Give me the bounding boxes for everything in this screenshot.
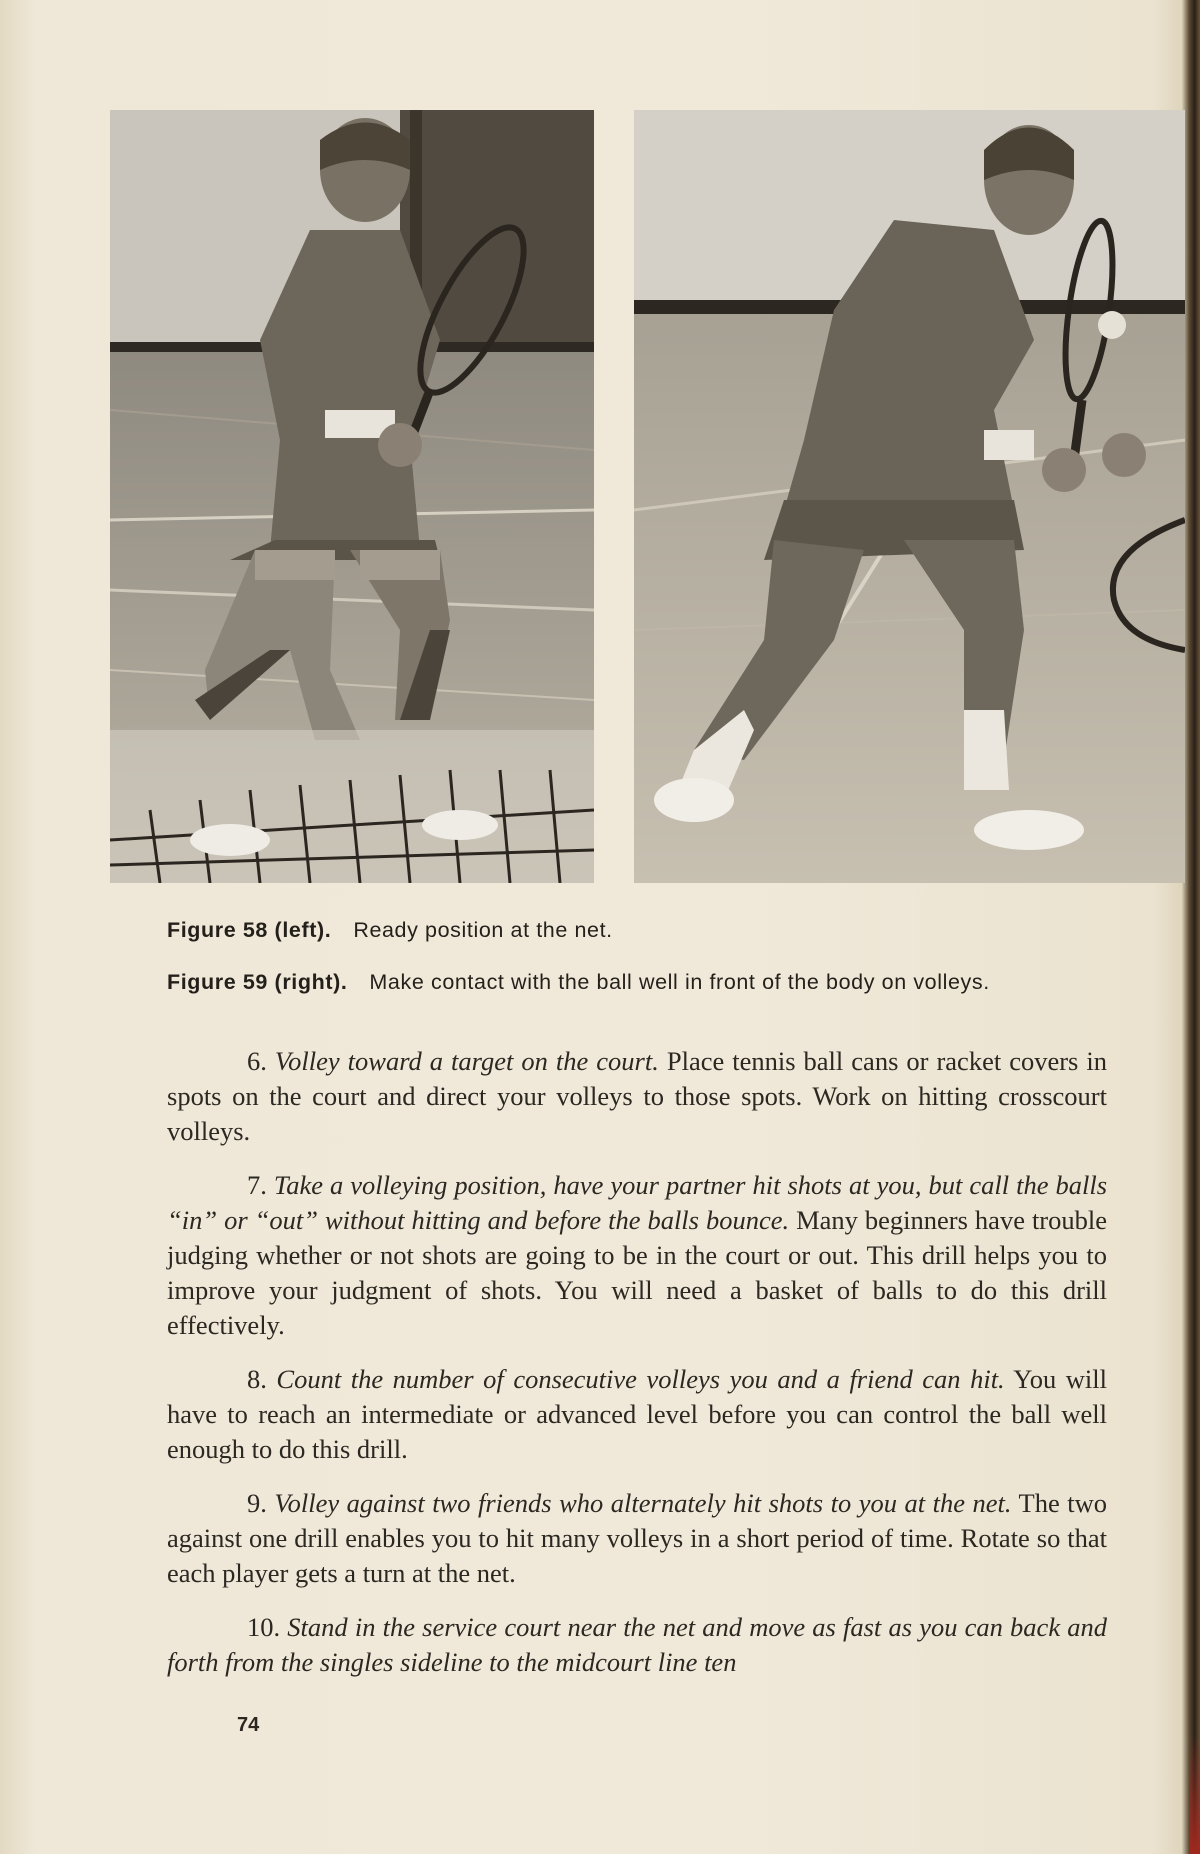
- drill-title: Volley against two friends who alternately hit shots to you at the net.: [274, 1488, 1012, 1518]
- drill-number: 8.: [247, 1364, 267, 1394]
- drill-title: Stand in the service court near the net and move as fast as you can back and forth from the singles sideline to the midcourt line ten: [167, 1612, 1107, 1677]
- figure-58-caption: [167, 918, 613, 943]
- drill-number: 6.: [247, 1046, 267, 1076]
- drill-paragraph-10: [167, 1610, 1107, 1680]
- drill-paragraph-8: [167, 1362, 1107, 1467]
- figure-59-label: Figure 59 (right).: [167, 970, 348, 994]
- drill-paragraph-9: [167, 1486, 1107, 1591]
- drill-number: 7.: [247, 1170, 267, 1200]
- figure-59-photo: [634, 110, 1185, 883]
- drill-number: 9.: [247, 1488, 267, 1518]
- drill-title: Count the number of consecutive volleys you and a friend can hit.: [276, 1364, 1005, 1394]
- drill-title: Volley toward a target on the court.: [274, 1046, 659, 1076]
- drill-paragraph-6: [167, 1044, 1107, 1149]
- drill-text: Place tennis ball cans or racket covers in spots on the court and direct your volleys to those spots. Work on hitting crosscourt volleys.: [167, 1046, 1107, 1146]
- book-spine-red-edge: [1190, 1734, 1200, 1854]
- drill-text: Many beginners have trouble judging whether or not shots are going to be in the court or out. This drill helps you to improve your judgment of shots. You will need a basket of balls to do this drill effectively.: [167, 1205, 1108, 1340]
- figure-59-photo-illustration: [634, 110, 1185, 883]
- figure-59-caption: [167, 970, 990, 995]
- figure-58-photo: [110, 110, 594, 883]
- figure-58-caption-text: Ready position at the net.: [353, 918, 613, 942]
- figure-59-caption-text: Make contact with the ball well in front of the body on volleys.: [369, 970, 990, 994]
- drill-text: You will have to reach an intermediate or advanced level before you can control the ball well enough to do this drill.: [167, 1364, 1107, 1464]
- figure-58-photo-illustration: [110, 110, 594, 883]
- page-number: 74: [237, 1714, 260, 1736]
- drill-text: The two against one drill enables you to hit many volleys in a short period of time. Rotate so that each player gets a turn at the net.: [167, 1488, 1107, 1588]
- drill-title: Take a volleying position, have your partner hit shots at you, but call the balls “in” or “out” without hitting and before the balls bounce.: [167, 1170, 1108, 1235]
- figure-58-label: Figure 58 (left).: [167, 918, 332, 942]
- drill-number: 10.: [247, 1612, 281, 1642]
- drill-paragraph-7: [167, 1168, 1107, 1343]
